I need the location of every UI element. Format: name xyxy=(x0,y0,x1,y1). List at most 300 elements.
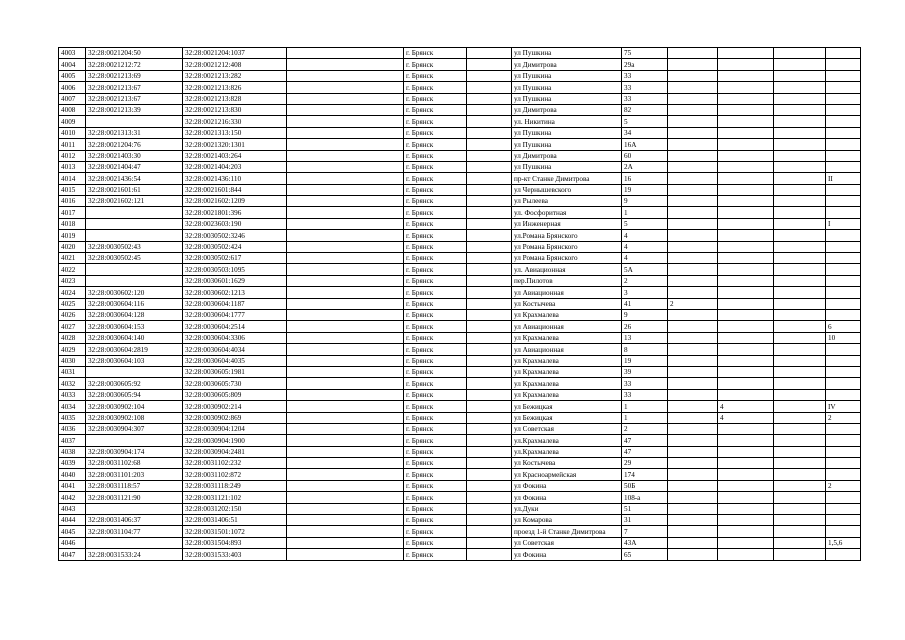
cadastral-number-parcel-cell: 32:28:0030604:103 xyxy=(86,355,183,366)
blank-column-cell xyxy=(287,458,404,469)
city-cell: г. Брянск xyxy=(404,116,467,127)
blank-column-3-cell xyxy=(774,253,826,264)
building-number-cell xyxy=(718,127,774,138)
row-number-cell: 4033 xyxy=(59,389,86,400)
table-row xyxy=(59,161,861,172)
table-row xyxy=(59,401,861,412)
room-number-cell xyxy=(826,48,861,59)
street-cell: ул Димитрова xyxy=(512,104,622,115)
street-cell: ул. Никитина xyxy=(512,116,622,127)
table-row xyxy=(59,435,861,446)
cadastral-number-parcel-cell: 32:28:0021404:47 xyxy=(86,161,183,172)
blank-column-cell xyxy=(287,366,404,377)
blank-column-2-cell xyxy=(467,48,512,59)
house-number-cell: 174 xyxy=(622,469,668,480)
house-number-cell: 7 xyxy=(622,526,668,537)
blank-column-2-cell xyxy=(467,435,512,446)
building-number-cell xyxy=(718,207,774,218)
blank-column-2-cell xyxy=(467,275,512,286)
blank-column-2-cell xyxy=(467,401,512,412)
city-cell: г. Брянск xyxy=(404,139,467,150)
blank-column-2-cell xyxy=(467,469,512,480)
cadastral-number-parcel-cell xyxy=(86,366,183,377)
table-row xyxy=(59,218,861,229)
room-number-cell xyxy=(826,309,861,320)
cadastral-number-object-cell: 32:28:0030904:1900 xyxy=(183,435,287,446)
blank-column-3-cell xyxy=(774,82,826,93)
blank-column-cell xyxy=(287,253,404,264)
blank-column-3-cell xyxy=(774,298,826,309)
blank-column-2-cell xyxy=(467,298,512,309)
cadastral-number-parcel-cell xyxy=(86,537,183,548)
blank-column-cell xyxy=(287,82,404,93)
room-number-cell xyxy=(826,70,861,81)
cadastral-number-object-cell: 32:28:0031406:51 xyxy=(183,515,287,526)
building-number-cell xyxy=(718,253,774,264)
blank-column-2-cell xyxy=(467,253,512,264)
house-number-cell: 16А xyxy=(622,139,668,150)
house-number-cell: 8 xyxy=(622,344,668,355)
extra-number-cell: 2 xyxy=(668,298,718,309)
row-number-cell: 4031 xyxy=(59,366,86,377)
street-cell: ул Пушкина xyxy=(512,161,622,172)
cadastral-number-object-cell: 32:28:0030604:1777 xyxy=(183,309,287,320)
room-number-cell xyxy=(826,435,861,446)
row-number-cell: 4046 xyxy=(59,537,86,548)
cadastral-number-object-cell: 32:28:0021320:1301 xyxy=(183,139,287,150)
blank-column-3-cell xyxy=(774,48,826,59)
house-number-cell: 31 xyxy=(622,515,668,526)
row-number-cell: 4015 xyxy=(59,184,86,195)
blank-column-cell xyxy=(287,480,404,491)
table-row xyxy=(59,332,861,343)
room-number-cell xyxy=(826,150,861,161)
building-number-cell xyxy=(718,241,774,252)
room-number-cell xyxy=(826,104,861,115)
blank-column-2-cell xyxy=(467,150,512,161)
table-row xyxy=(59,526,861,537)
city-cell: г. Брянск xyxy=(404,150,467,161)
room-number-cell xyxy=(826,264,861,275)
street-cell: ул.Дуки xyxy=(512,503,622,514)
room-number-cell xyxy=(826,458,861,469)
table-row xyxy=(59,515,861,526)
building-number-cell xyxy=(718,355,774,366)
blank-column-3-cell xyxy=(774,264,826,275)
blank-column-2-cell xyxy=(467,161,512,172)
blank-column-cell xyxy=(287,150,404,161)
extra-number-cell xyxy=(668,332,718,343)
street-cell: ул Пушкина xyxy=(512,82,622,93)
room-number-cell xyxy=(826,355,861,366)
room-number-cell xyxy=(826,469,861,480)
blank-column-cell xyxy=(287,435,404,446)
street-cell: ул Димитрова xyxy=(512,59,622,70)
table-row xyxy=(59,241,861,252)
house-number-cell: 33 xyxy=(622,378,668,389)
table-row xyxy=(59,423,861,434)
room-number-cell xyxy=(826,184,861,195)
street-cell: ул Крахмалева xyxy=(512,366,622,377)
table-row xyxy=(59,287,861,298)
room-number-cell: 10 xyxy=(826,332,861,343)
house-number-cell: 5 xyxy=(622,218,668,229)
cadastral-number-object-cell: 32:28:0021213:826 xyxy=(183,82,287,93)
cadastral-number-parcel-cell: 32:28:0021601:61 xyxy=(86,184,183,195)
extra-number-cell xyxy=(668,526,718,537)
table-body xyxy=(59,48,861,561)
row-number-cell: 4010 xyxy=(59,127,86,138)
city-cell: г. Брянск xyxy=(404,241,467,252)
room-number-cell xyxy=(826,446,861,457)
building-number-cell: 4 xyxy=(718,412,774,423)
cadastral-number-object-cell: 32:28:0021313:150 xyxy=(183,127,287,138)
cadastral-number-object-cell: 32:28:0030604:3306 xyxy=(183,332,287,343)
room-number-cell xyxy=(826,549,861,560)
blank-column-cell xyxy=(287,446,404,457)
cadastral-number-parcel-cell xyxy=(86,116,183,127)
room-number-cell: II xyxy=(826,173,861,184)
cadastral-number-object-cell: 32:28:0021403:264 xyxy=(183,150,287,161)
street-cell: ул Советская xyxy=(512,423,622,434)
city-cell: г. Брянск xyxy=(404,48,467,59)
cadastral-number-parcel-cell: 32:28:0031102:68 xyxy=(86,458,183,469)
house-number-cell: 65 xyxy=(622,549,668,560)
city-cell: г. Брянск xyxy=(404,218,467,229)
blank-column-cell xyxy=(287,344,404,355)
blank-column-2-cell xyxy=(467,503,512,514)
row-number-cell: 4011 xyxy=(59,139,86,150)
city-cell: г. Брянск xyxy=(404,458,467,469)
blank-column-2-cell xyxy=(467,184,512,195)
house-number-cell: 41 xyxy=(622,298,668,309)
extra-number-cell xyxy=(668,93,718,104)
table-row xyxy=(59,321,861,332)
city-cell: г. Брянск xyxy=(404,104,467,115)
street-cell: ул Пушкина xyxy=(512,93,622,104)
blank-column-cell xyxy=(287,389,404,400)
street-cell: ул Авиационная xyxy=(512,287,622,298)
row-number-cell: 4044 xyxy=(59,515,86,526)
row-number-cell: 4037 xyxy=(59,435,86,446)
house-number-cell: 39 xyxy=(622,366,668,377)
street-cell: проезд 1-й Станке Димитрова xyxy=(512,526,622,537)
city-cell: г. Брянск xyxy=(404,196,467,207)
building-number-cell xyxy=(718,321,774,332)
street-cell: ул. Авиационная xyxy=(512,264,622,275)
room-number-cell xyxy=(826,287,861,298)
street-cell: ул Фокина xyxy=(512,480,622,491)
blank-column-2-cell xyxy=(467,423,512,434)
row-number-cell: 4041 xyxy=(59,480,86,491)
house-number-cell: 2А xyxy=(622,161,668,172)
house-number-cell: 60 xyxy=(622,150,668,161)
city-cell: г. Брянск xyxy=(404,59,467,70)
house-number-cell: 108-а xyxy=(622,492,668,503)
extra-number-cell xyxy=(668,458,718,469)
blank-column-2-cell xyxy=(467,344,512,355)
building-number-cell xyxy=(718,469,774,480)
room-number-cell xyxy=(826,82,861,93)
street-cell: ул.Крахмалева xyxy=(512,446,622,457)
city-cell: г. Брянск xyxy=(404,332,467,343)
table-row xyxy=(59,184,861,195)
house-number-cell: 51 xyxy=(622,503,668,514)
room-number-cell xyxy=(826,366,861,377)
building-number-cell xyxy=(718,70,774,81)
street-cell: ул Костычева xyxy=(512,298,622,309)
cadastral-number-parcel-cell: 32:28:0021213:67 xyxy=(86,82,183,93)
blank-column-3-cell xyxy=(774,389,826,400)
blank-column-3-cell xyxy=(774,378,826,389)
extra-number-cell xyxy=(668,366,718,377)
blank-column-cell xyxy=(287,230,404,241)
building-number-cell xyxy=(718,378,774,389)
extra-number-cell xyxy=(668,264,718,275)
blank-column-cell xyxy=(287,515,404,526)
cadastral-number-object-cell: 32:28:0031102:872 xyxy=(183,469,287,480)
row-number-cell: 4008 xyxy=(59,104,86,115)
house-number-cell: 5А xyxy=(622,264,668,275)
extra-number-cell xyxy=(668,275,718,286)
blank-column-2-cell xyxy=(467,241,512,252)
city-cell: г. Брянск xyxy=(404,515,467,526)
house-number-cell: 33 xyxy=(622,70,668,81)
blank-column-cell xyxy=(287,401,404,412)
city-cell: г. Брянск xyxy=(404,526,467,537)
table-row xyxy=(59,503,861,514)
city-cell: г. Брянск xyxy=(404,82,467,93)
street-cell: ул Чернышевского xyxy=(512,184,622,195)
cadastral-number-object-cell: 32:28:0030605:1981 xyxy=(183,366,287,377)
cadastral-number-parcel-cell xyxy=(86,435,183,446)
street-cell: ул Романа Брянского xyxy=(512,253,622,264)
house-number-cell: 9 xyxy=(622,196,668,207)
blank-column-3-cell xyxy=(774,173,826,184)
city-cell: г. Брянск xyxy=(404,344,467,355)
house-number-cell: 50Б xyxy=(622,480,668,491)
extra-number-cell xyxy=(668,70,718,81)
extra-number-cell xyxy=(668,515,718,526)
cadastral-number-parcel-cell: 32:28:0021313:31 xyxy=(86,127,183,138)
extra-number-cell xyxy=(668,104,718,115)
city-cell: г. Брянск xyxy=(404,321,467,332)
table-row xyxy=(59,196,861,207)
table-row xyxy=(59,469,861,480)
street-cell: ул Крахмалева xyxy=(512,378,622,389)
blank-column-cell xyxy=(287,537,404,548)
row-number-cell: 4039 xyxy=(59,458,86,469)
cadastral-number-parcel-cell: 32:28:0021204:50 xyxy=(86,48,183,59)
table-row xyxy=(59,70,861,81)
blank-column-2-cell xyxy=(467,70,512,81)
row-number-cell: 4034 xyxy=(59,401,86,412)
city-cell: г. Брянск xyxy=(404,184,467,195)
city-cell: г. Брянск xyxy=(404,537,467,548)
building-number-cell xyxy=(718,93,774,104)
row-number-cell: 4007 xyxy=(59,93,86,104)
blank-column-cell xyxy=(287,139,404,150)
blank-column-2-cell xyxy=(467,287,512,298)
blank-column-2-cell xyxy=(467,526,512,537)
table-row xyxy=(59,378,861,389)
room-number-cell xyxy=(826,389,861,400)
blank-column-3-cell xyxy=(774,321,826,332)
building-number-cell xyxy=(718,48,774,59)
house-number-cell: 2 xyxy=(622,423,668,434)
cadastral-number-parcel-cell: 32:28:0030904:307 xyxy=(86,423,183,434)
city-cell: г. Брянск xyxy=(404,435,467,446)
row-number-cell: 4035 xyxy=(59,412,86,423)
row-number-cell: 4028 xyxy=(59,332,86,343)
row-number-cell: 4047 xyxy=(59,549,86,560)
street-cell: ул Пушкина xyxy=(512,70,622,81)
cadastral-number-object-cell: 32:28:0030904:1204 xyxy=(183,423,287,434)
blank-column-3-cell xyxy=(774,526,826,537)
house-number-cell: 19 xyxy=(622,184,668,195)
table-row xyxy=(59,127,861,138)
blank-column-cell xyxy=(287,378,404,389)
city-cell: г. Брянск xyxy=(404,378,467,389)
blank-column-3-cell xyxy=(774,412,826,423)
cadastral-number-parcel-cell: 32:28:0021213:39 xyxy=(86,104,183,115)
table-row xyxy=(59,93,861,104)
blank-column-3-cell xyxy=(774,503,826,514)
room-number-cell xyxy=(826,241,861,252)
extra-number-cell xyxy=(668,150,718,161)
table-row xyxy=(59,173,861,184)
street-cell: ул Бежицкая xyxy=(512,412,622,423)
table-row xyxy=(59,82,861,93)
row-number-cell: 4020 xyxy=(59,241,86,252)
building-number-cell xyxy=(718,150,774,161)
blank-column-3-cell xyxy=(774,492,826,503)
cadastral-number-object-cell: 32:28:0023603:190 xyxy=(183,218,287,229)
table-row xyxy=(59,48,861,59)
city-cell: г. Брянск xyxy=(404,127,467,138)
blank-column-2-cell xyxy=(467,93,512,104)
house-number-cell: 34 xyxy=(622,127,668,138)
building-number-cell xyxy=(718,104,774,115)
city-cell: г. Брянск xyxy=(404,173,467,184)
cadastral-number-object-cell: 32:28:0021801:396 xyxy=(183,207,287,218)
cadastral-number-parcel-cell: 32:28:0021436:54 xyxy=(86,173,183,184)
building-number-cell xyxy=(718,309,774,320)
cadastral-number-object-cell: 32:28:0031504:893 xyxy=(183,537,287,548)
city-cell: г. Брянск xyxy=(404,389,467,400)
row-number-cell: 4025 xyxy=(59,298,86,309)
cadastral-number-object-cell: 32:28:0031501:1072 xyxy=(183,526,287,537)
building-number-cell xyxy=(718,139,774,150)
blank-column-3-cell xyxy=(774,150,826,161)
room-number-cell xyxy=(826,423,861,434)
cadastral-number-parcel-cell: 32:28:0030602:120 xyxy=(86,287,183,298)
house-number-cell: 33 xyxy=(622,93,668,104)
extra-number-cell xyxy=(668,435,718,446)
blank-column-3-cell xyxy=(774,480,826,491)
cadastral-number-object-cell: 32:28:0021602:1209 xyxy=(183,196,287,207)
city-cell: г. Брянск xyxy=(404,230,467,241)
city-cell: г. Брянск xyxy=(404,503,467,514)
city-cell: г. Брянск xyxy=(404,412,467,423)
blank-column-2-cell xyxy=(467,458,512,469)
blank-column-2-cell xyxy=(467,116,512,127)
cadastral-number-parcel-cell: 32:28:0030502:45 xyxy=(86,253,183,264)
room-number-cell xyxy=(826,378,861,389)
house-number-cell: 47 xyxy=(622,435,668,446)
blank-column-3-cell xyxy=(774,309,826,320)
blank-column-cell xyxy=(287,321,404,332)
building-number-cell xyxy=(718,366,774,377)
row-number-cell: 4021 xyxy=(59,253,86,264)
building-number-cell xyxy=(718,537,774,548)
cadastral-number-object-cell: 32:28:0021216:330 xyxy=(183,116,287,127)
cadastral-number-parcel-cell: 32:28:0030604:140 xyxy=(86,332,183,343)
blank-column-cell xyxy=(287,173,404,184)
room-number-cell xyxy=(826,275,861,286)
blank-column-2-cell xyxy=(467,480,512,491)
row-number-cell: 4023 xyxy=(59,275,86,286)
building-number-cell xyxy=(718,503,774,514)
blank-column-3-cell xyxy=(774,241,826,252)
blank-column-cell xyxy=(287,127,404,138)
table-row xyxy=(59,298,861,309)
building-number-cell xyxy=(718,423,774,434)
room-number-cell: IV xyxy=(826,401,861,412)
blank-column-2-cell xyxy=(467,82,512,93)
blank-column-2-cell xyxy=(467,196,512,207)
row-number-cell: 4030 xyxy=(59,355,86,366)
blank-column-2-cell xyxy=(467,355,512,366)
blank-column-cell xyxy=(287,287,404,298)
row-number-cell: 4027 xyxy=(59,321,86,332)
blank-column-cell xyxy=(287,48,404,59)
blank-column-cell xyxy=(287,161,404,172)
row-number-cell: 4036 xyxy=(59,423,86,434)
blank-column-3-cell xyxy=(774,207,826,218)
room-number-cell xyxy=(826,127,861,138)
street-cell: ул Пушкина xyxy=(512,127,622,138)
row-number-cell: 4016 xyxy=(59,196,86,207)
house-number-cell: 82 xyxy=(622,104,668,115)
extra-number-cell xyxy=(668,241,718,252)
row-number-cell: 4029 xyxy=(59,344,86,355)
table-row xyxy=(59,253,861,264)
row-number-cell: 4042 xyxy=(59,492,86,503)
city-cell: г. Брянск xyxy=(404,423,467,434)
extra-number-cell xyxy=(668,127,718,138)
building-number-cell xyxy=(718,492,774,503)
house-number-cell: 4 xyxy=(622,241,668,252)
blank-column-3-cell xyxy=(774,515,826,526)
cadastral-number-parcel-cell: 32:28:0021213:67 xyxy=(86,93,183,104)
blank-column-2-cell xyxy=(467,549,512,560)
cadastral-number-parcel-cell: 32:28:0031406:37 xyxy=(86,515,183,526)
cadastral-number-parcel-cell: 32:28:0030604:128 xyxy=(86,309,183,320)
city-cell: г. Брянск xyxy=(404,446,467,457)
street-cell: ул Бежицкая xyxy=(512,401,622,412)
extra-number-cell xyxy=(668,401,718,412)
row-number-cell: 4014 xyxy=(59,173,86,184)
house-number-cell: 33 xyxy=(622,82,668,93)
blank-column-cell xyxy=(287,104,404,115)
cadastral-number-object-cell: 32:28:0030502:3246 xyxy=(183,230,287,241)
cadastral-number-parcel-cell: 32:28:0021212:72 xyxy=(86,59,183,70)
cadastral-number-parcel-cell xyxy=(86,275,183,286)
cadastral-number-object-cell: 32:28:0030502:424 xyxy=(183,241,287,252)
cadastral-number-object-cell: 32:28:0021212:408 xyxy=(183,59,287,70)
table-row xyxy=(59,150,861,161)
